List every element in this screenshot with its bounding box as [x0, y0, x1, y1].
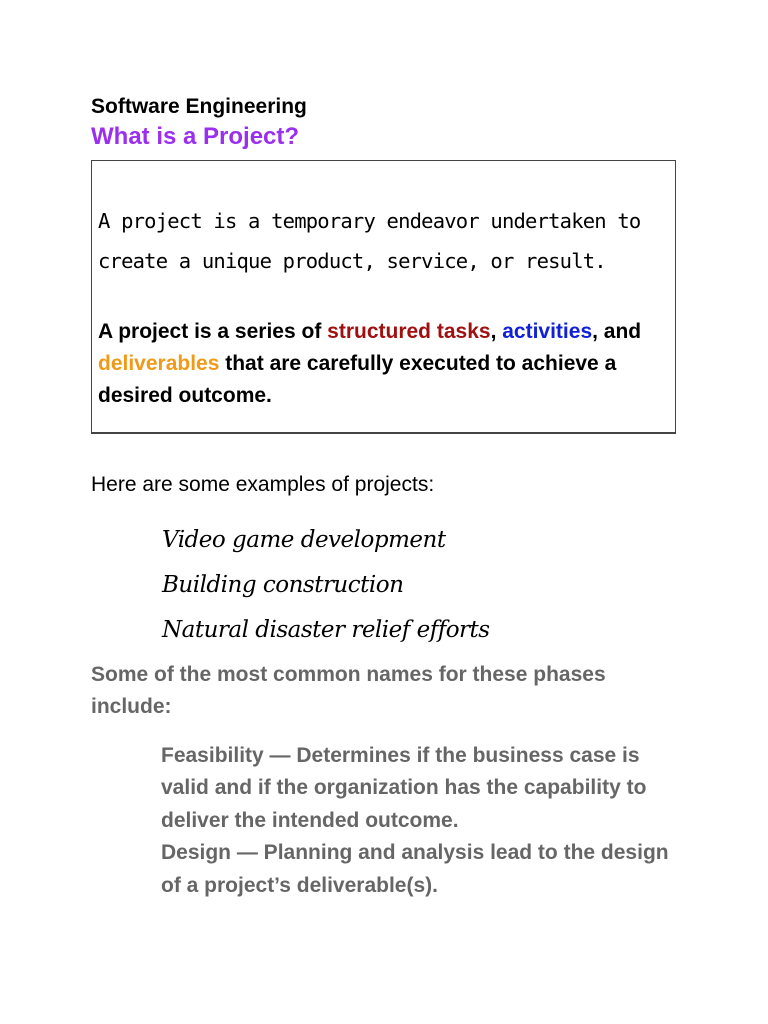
term-activities: activities: [502, 320, 593, 343]
phases-intro: Some of the most common names for these phases include:: [91, 663, 606, 718]
example-item: Building construction: [162, 572, 404, 598]
page-header: [91, 92, 691, 152]
definition-box: [91, 160, 676, 434]
example-item: Video game development: [162, 527, 446, 553]
example-item: Natural disaster relief efforts: [162, 617, 490, 643]
definition-sentence: A project is a temporary endeavor undertaken to create a unique product, service, or result.: [98, 209, 641, 273]
page-heading: What is a Project?: [91, 123, 300, 150]
definition-series: [98, 316, 676, 412]
examples-list: [162, 518, 490, 653]
phases-list: [161, 740, 691, 902]
series-prefix: A project is a series of: [98, 320, 328, 343]
series-separator-2: , and: [592, 320, 642, 343]
series-suffix: that are carefully executed to achieve a desired outcome.: [98, 352, 617, 407]
series-separator-1: ,: [490, 320, 503, 343]
term-deliverables: deliverables: [98, 352, 220, 375]
examples-intro: Here are some examples of projects:: [91, 473, 435, 496]
course-title: Software Engineering: [91, 95, 307, 118]
phase-item-feasibility: Feasibility — Determines if the business case is valid and if the organization has the capability to deliver the intended outcome.: [161, 744, 647, 832]
term-structured-tasks: structured tasks: [327, 320, 491, 343]
phase-item-design: Design — Planning and analysis lead to the design of a project’s deliverable(s).: [161, 841, 669, 897]
